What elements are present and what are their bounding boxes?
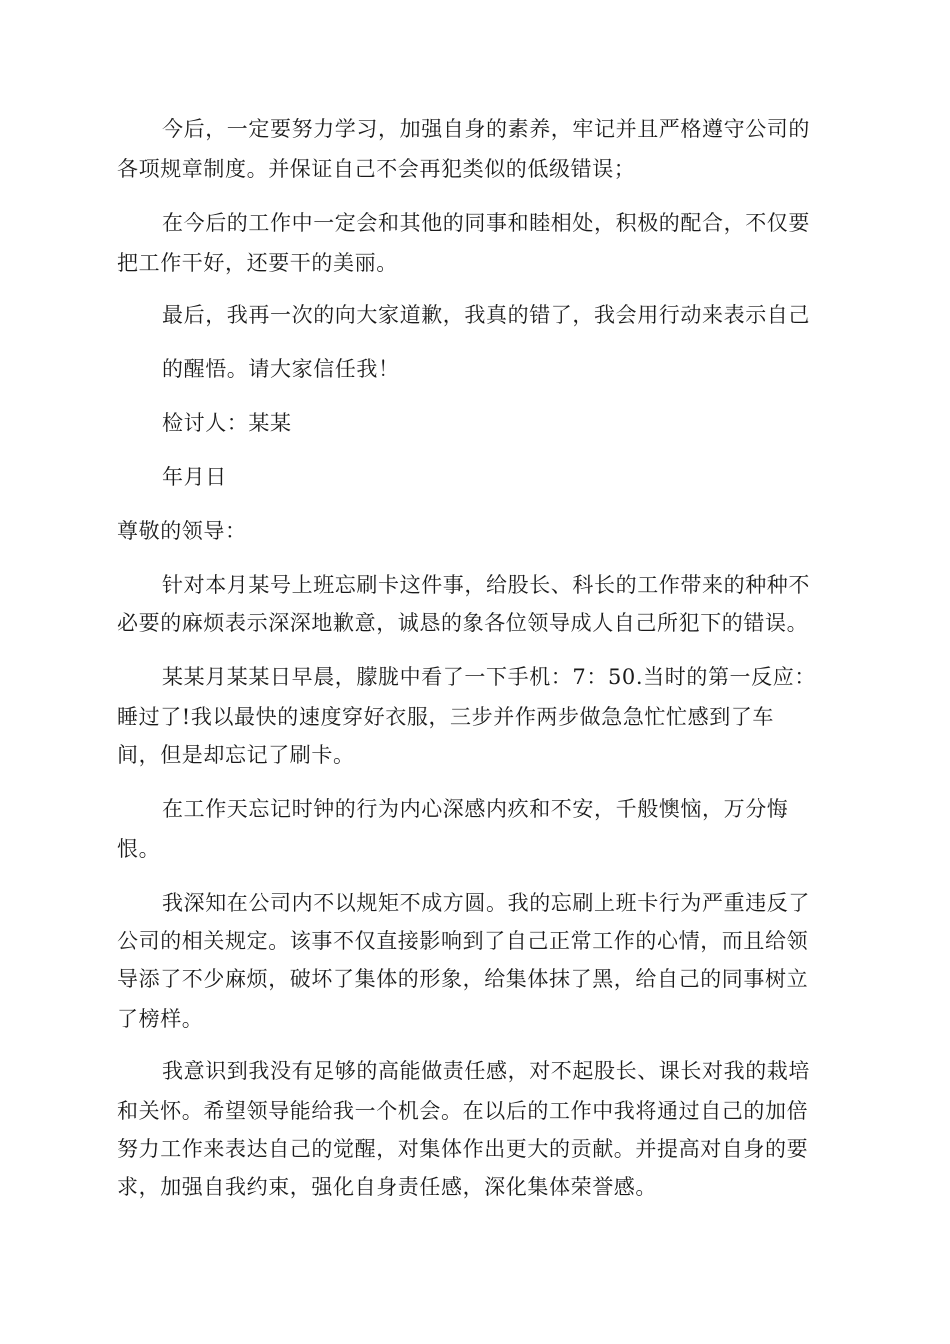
text-line: 睡过了!我以最快的速度穿好衣服，三步并作两步做急急忙忙感到了车 (117, 705, 775, 729)
text-line: 和关怀。希望领导能给我一个机会。在以后的工作中我将通过自己的加倍 (117, 1099, 809, 1123)
text-line: 努力工作来表达自己的觉醒，对集体作出更大的贡献。并提高对自身的要 (117, 1137, 809, 1161)
text-line: 的醒悟。请大家信任我！ (162, 357, 400, 381)
text-line: 针对本月某号上班忘刷卡这件事，给股长、科长的工作带来的种种不 (162, 573, 810, 597)
text-line: 在工作天忘记时钟的行为内心深感内疚和不安，千般懊恼，万分悔 (162, 797, 789, 821)
text-line: 某某月某某日早晨，朦胧中看了一下手机：7：50.当时的第一反应： (162, 665, 816, 689)
text-line: 在今后的工作中一定会和其他的同事和睦相处，积极的配合，不仅要 (162, 211, 810, 235)
text-line: 我深知在公司内不以规矩不成方圆。我的忘刷上班卡行为严重违反了 (162, 891, 810, 915)
text-line: 我意识到我没有足够的高能做责任感，对不起股长、课长对我的栽培 (162, 1059, 810, 1083)
text-line: 公司的相关规定。该事不仅直接影响到了自己正常工作的心情，而且给领 (117, 929, 809, 953)
signature-line: 检讨人：某某 (162, 411, 292, 435)
text-line: 导添了不少麻烦，破坏了集体的形象，给集体抹了黑，给自己的同事树立 (117, 967, 809, 991)
text-line: 了榜样。 (117, 1007, 204, 1031)
date-line: 年月日 (162, 465, 227, 489)
text-line: 必要的麻烦表示深深地歉意，诚恳的象各位领导成人自己所犯下的错误。 (117, 611, 809, 635)
salutation: 尊敬的领导： (117, 519, 247, 543)
text-line: 求，加强自我约束，强化自身责任感，深化集体荣誉感。 (117, 1175, 657, 1199)
text-line: 把工作干好，还要干的美丽。 (117, 251, 398, 275)
text-line: 恨。 (117, 837, 161, 861)
text-line: 今后，一定要努力学习，加强自身的素养，牢记并且严格遵守公司的 (162, 117, 810, 141)
text-line: 最后，我再一次的向大家道歉，我真的错了，我会用行动来表示自己 (162, 303, 810, 327)
text-line: 各项规章制度。并保证自己不会再犯类似的低级错误； (117, 157, 636, 181)
text-line: 间，但是却忘记了刷卡。 (117, 743, 355, 767)
